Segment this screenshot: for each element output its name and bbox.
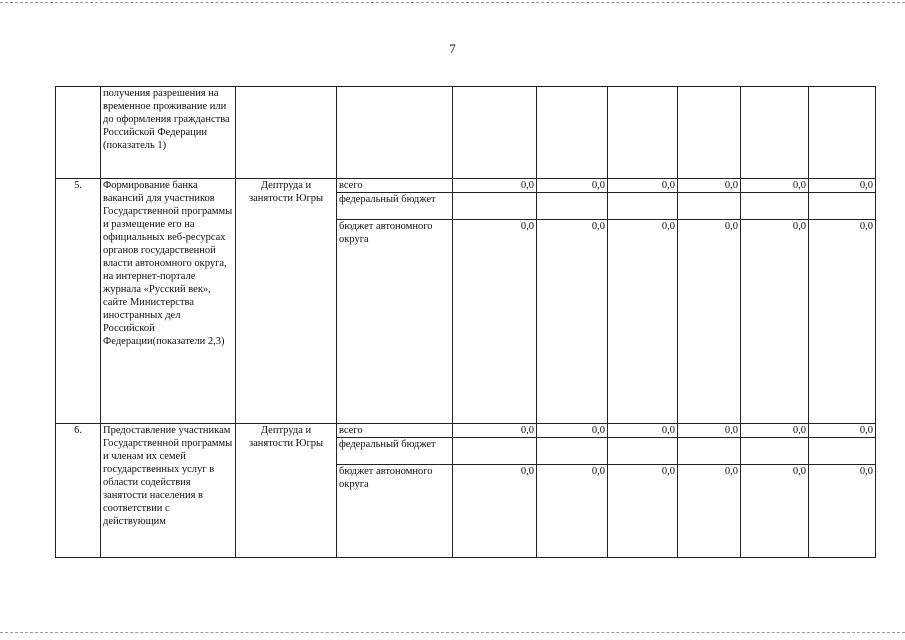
value-cell: 0,0 <box>453 220 537 424</box>
number-cell <box>56 87 101 179</box>
value-cell: 0,0 <box>537 220 608 424</box>
source-label: бюджет автономного округа <box>337 220 453 424</box>
budget-table <box>55 86 876 558</box>
scan-top-edge <box>0 2 905 3</box>
measure-name: получения разрешения на временное проживание или до оформления гражданства Российской Федерации (показатель 1) <box>103 88 230 151</box>
value-cell: 0,0 <box>809 465 876 558</box>
value-cell <box>453 193 537 220</box>
measure-name: Предоставление участникам Государственной программы и членам их семей государственных услуг в области содействия занятости населения в соответствии с действующим <box>103 425 233 527</box>
table-row <box>56 179 876 193</box>
value-cell <box>608 193 678 220</box>
value-cell: 0,0 <box>608 465 678 558</box>
row-number: 5. <box>56 179 101 424</box>
value-cell: 0,0 <box>809 179 876 193</box>
measure-name-cell <box>101 179 236 424</box>
value-cell <box>453 87 537 179</box>
value-cell <box>741 193 809 220</box>
value-cell <box>678 193 741 220</box>
measure-name-cell <box>101 87 236 179</box>
measure-name-cell <box>101 424 236 558</box>
source-label: всего <box>337 424 453 438</box>
value-cell: 0,0 <box>537 179 608 193</box>
value-cell <box>608 87 678 179</box>
value-cell: 0,0 <box>608 179 678 193</box>
value-cell: 0,0 <box>453 465 537 558</box>
source-label: всего <box>337 179 453 193</box>
value-cell: 0,0 <box>678 465 741 558</box>
value-cell <box>608 438 678 465</box>
page-number: 7 <box>449 41 456 56</box>
value-cell: 0,0 <box>537 424 608 438</box>
value-cell <box>809 193 876 220</box>
measure-name: Формирование банка вакансий для участников Государственной программы и размещение его на официальных веб-ресурсах органов государственной власти автономного округа, на интернет-портале журнала «Русский век», сайте Министерства иностранных дел Российской Федерации(показатели 2,3) <box>103 180 233 347</box>
value-cell: 0,0 <box>741 179 809 193</box>
value-cell: 0,0 <box>741 220 809 424</box>
value-cell <box>809 438 876 465</box>
value-cell: 0,0 <box>608 220 678 424</box>
executor-name: Дептруда и занятости Югры <box>248 180 324 204</box>
executor-name: Дептруда и занятости Югры <box>248 425 324 449</box>
value-cell <box>537 193 608 220</box>
value-cell: 0,0 <box>678 424 741 438</box>
source-label: федеральный бюджет <box>337 193 453 220</box>
value-cell: 0,0 <box>678 220 741 424</box>
value-cell: 0,0 <box>809 424 876 438</box>
value-cell <box>741 87 809 179</box>
value-cell <box>537 87 608 179</box>
executor-cell <box>236 87 337 179</box>
executor-cell <box>236 424 337 558</box>
executor-cell <box>236 179 337 424</box>
value-cell <box>678 438 741 465</box>
value-cell: 0,0 <box>678 179 741 193</box>
table-row-continuation <box>56 87 876 179</box>
table-row <box>56 424 876 438</box>
value-cell <box>809 87 876 179</box>
source-cell <box>337 87 453 179</box>
value-cell: 0,0 <box>453 424 537 438</box>
row-number: 6. <box>56 424 101 558</box>
value-cell: 0,0 <box>608 424 678 438</box>
value-cell: 0,0 <box>741 465 809 558</box>
value-cell: 0,0 <box>453 179 537 193</box>
value-cell <box>453 438 537 465</box>
value-cell <box>537 438 608 465</box>
value-cell: 0,0 <box>741 424 809 438</box>
value-cell <box>741 438 809 465</box>
source-label: бюджет автономного округа <box>337 465 453 558</box>
value-cell: 0,0 <box>537 465 608 558</box>
value-cell: 0,0 <box>809 220 876 424</box>
scan-bottom-edge <box>0 632 905 633</box>
source-label: федеральный бюджет <box>337 438 453 465</box>
value-cell <box>678 87 741 179</box>
